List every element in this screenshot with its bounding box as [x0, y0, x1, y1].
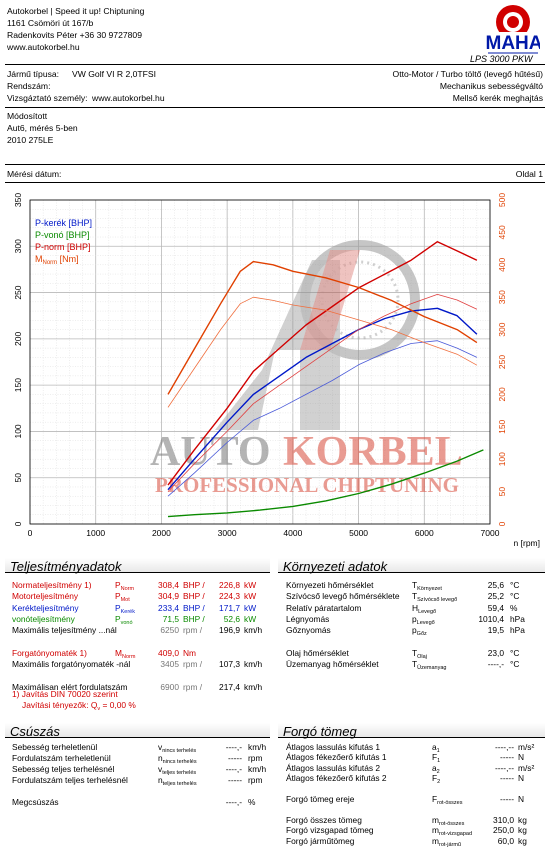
perf-label: Maximális forgatónyomaték -nál	[12, 659, 131, 670]
slip-row	[12, 775, 272, 786]
slip-value: ----,-	[225, 742, 242, 752]
inertia-row	[286, 804, 544, 815]
inertia-label: Átlagos lassulás kifutás 1	[286, 742, 381, 752]
slip-row	[12, 753, 272, 764]
env-value: 59,4	[487, 602, 504, 613]
slip-label: Sebesség terheletlenül	[12, 742, 98, 752]
inertia-value: 310,0	[493, 814, 514, 825]
y-right-tick-label: 0	[497, 521, 507, 527]
symbol: $p_{Levegő}$	[412, 613, 435, 626]
page-label: Oldal 1	[515, 169, 543, 179]
symbol: $T_{Olaj}$	[412, 647, 427, 660]
inertia-value: ----,--	[494, 742, 514, 752]
perf-value-2: 171,7	[219, 602, 240, 613]
symbol: $m_{rot-vizsgapad}$	[432, 825, 473, 838]
perf-value-2: 217,4	[219, 681, 240, 692]
slip-unit: km/h	[248, 764, 267, 774]
perf-row	[12, 637, 272, 648]
symbol: $F_1$	[432, 752, 441, 765]
note-line-1: Módosított	[7, 111, 48, 121]
perf-unit-1: BHP /	[183, 602, 205, 613]
y-left-tick-label: 100	[13, 424, 23, 439]
perf-row	[12, 614, 272, 625]
company-line-1: Autokorbel | Speed it up! Chiptuning	[7, 6, 145, 16]
env-value: 19,5	[487, 625, 504, 636]
perf-value-1: 233,4	[158, 602, 179, 613]
inertia-label: Átlagos fékezőerő kifutás 2	[286, 773, 387, 784]
perf-value-2: 52,6	[223, 613, 240, 624]
vehicle-type-value: VW Golf VI R 2,0TFSI	[72, 69, 157, 79]
symbol: $T_{Üzemanyag}$	[412, 659, 447, 672]
env-unit: °C	[510, 580, 520, 590]
perf-unit-2: kW	[244, 591, 257, 602]
perf-unit-1: BHP /	[183, 580, 205, 590]
slip-row	[12, 797, 272, 808]
legend-entry: P-norm [BHP]	[35, 242, 91, 252]
symbol: $T_{Szívócső levegő}$	[412, 591, 458, 604]
inertia-value: -----	[500, 794, 514, 804]
symbol: $P_{vonó}$	[115, 613, 133, 626]
inertia-row	[286, 794, 544, 805]
symbol: $P_{Kerék}$	[115, 602, 135, 615]
perf-label: Kerékteljesítmény	[12, 602, 79, 613]
x-tick-label: 3000	[217, 528, 237, 538]
perf-value-1: 6900	[160, 681, 179, 692]
symbol: $m_{rot-jármű}$	[432, 835, 461, 848]
y-right-tick-label: 500	[497, 192, 507, 208]
perf-label: Forgatónyomaték 1)	[12, 647, 87, 658]
perf-unit-2: kW	[244, 602, 257, 613]
env-unit: hPa	[510, 625, 525, 636]
env-label: Relatív páratartalom	[286, 602, 362, 613]
env-header: Környezeti adatok	[278, 558, 545, 573]
symbol: $a_2$	[432, 762, 440, 775]
x-tick-label: 7000	[480, 528, 500, 538]
perf-value-1: 3405	[160, 659, 179, 670]
env-row	[286, 637, 544, 648]
slip-unit: rpm	[248, 775, 263, 785]
inertia-row	[286, 752, 544, 763]
env-row	[286, 591, 544, 602]
env-label: Üzemanyag hőmérséklet	[286, 659, 379, 670]
perf-unit-2: kW	[244, 613, 257, 624]
inertia-unit: kg	[518, 835, 527, 846]
symbol: $F_2$	[432, 773, 441, 786]
perf-unit-1: BHP /	[183, 613, 205, 624]
symbol: $v_{nincs terhelés}$	[158, 742, 197, 754]
symbol: $F_{rot-összes}$	[432, 794, 463, 806]
y-left-tick-label: 200	[13, 331, 23, 346]
inertia-unit: kg	[518, 814, 527, 825]
slip-unit: km/h	[248, 742, 267, 752]
perf-value-1: 308,4	[158, 580, 179, 590]
gearbox-type: Mechanikus sebességváltó	[439, 81, 543, 91]
x-tick-label: 4000	[283, 528, 303, 538]
slip-value: ----,-	[225, 764, 242, 774]
watermark-line-1b: KORBEL	[283, 429, 463, 475]
perf-unit-1: Nm	[183, 647, 197, 658]
plate-label: Rendszám:	[7, 81, 51, 91]
perf-row	[12, 625, 272, 636]
y-right-tick-label: 450	[497, 225, 507, 240]
inertia-label: Forgó összes tömeg	[286, 814, 362, 825]
inertia-value: 250,0	[493, 825, 514, 836]
inertia-value: 60,0	[497, 835, 514, 846]
tester-label: Vizsgáztató személy:	[7, 93, 88, 103]
company-line-4: www.autokorbel.hu	[7, 42, 80, 52]
env-label: Gőznyomás	[286, 625, 331, 636]
maha-logo	[480, 2, 540, 62]
y-left-tick-label: 300	[13, 239, 23, 254]
model-name: LPS 3000 PKW	[470, 54, 533, 64]
x-tick-label: 0	[27, 528, 33, 538]
symbol: $M_{Norm}$	[115, 647, 136, 660]
note-line-3: 2010 275LE	[7, 135, 54, 145]
inertia-row	[286, 784, 544, 795]
env-value: 1010,4	[478, 613, 504, 624]
watermark-line-1a: AUTO	[150, 429, 271, 475]
inertia-row	[286, 742, 544, 753]
env-row	[286, 659, 544, 670]
symbol: $T_{Környezet}$	[412, 580, 442, 592]
symbol: $H_{Levegő}$	[412, 602, 437, 615]
drive-type: Mellső kerék meghajtás	[452, 93, 543, 103]
env-value: 25,6	[487, 580, 504, 590]
dyno-chart	[0, 190, 550, 555]
company-line-2: 1161 Csömöri út 167/b	[7, 18, 94, 28]
env-label: Olaj hőmérséklet	[286, 647, 349, 658]
env-unit: °C	[510, 591, 520, 602]
y-left-tick-label: 250	[13, 285, 23, 300]
slip-label: Megcsúszás	[12, 797, 59, 807]
env-value: 23,0	[487, 647, 504, 658]
inertia-unit: N	[518, 752, 525, 763]
y-right-tick-label: 200	[497, 387, 507, 402]
inertia-label: Átlagos lassulás kifutás 2	[286, 762, 381, 773]
perf-unit-2: km/h	[244, 625, 263, 636]
legend-entry: $M_{Norm}$ [Nm]	[35, 254, 79, 266]
env-row	[286, 614, 544, 625]
symbol: $P_{Mot}$	[115, 591, 130, 604]
slip-value: -----	[228, 775, 242, 785]
y-right-tick-label: 300	[497, 322, 507, 337]
inertia-label: Forgó járműtömeg	[286, 835, 355, 846]
inertia-label: Forgó vizsgapad tömeg	[286, 825, 374, 836]
inertia-unit: N	[518, 794, 525, 804]
perf-value-1: 6250	[160, 625, 179, 636]
symbol: $n_{nincs terhelés}$	[158, 753, 197, 765]
vehicle-type-label: Jármű típusa:	[7, 69, 60, 79]
legend-entry: P-vonó [BHP]	[35, 230, 90, 240]
perf-value-1: 409,0	[158, 647, 179, 658]
perf-value-1: 304,9	[158, 591, 179, 602]
slip-label: Fordulatszám teljes terhelésnél	[12, 775, 128, 785]
perf-unit-2: kW	[244, 580, 257, 590]
y-right-tick-label: 400	[497, 257, 507, 272]
inertia-header: Forgó tömeg	[278, 723, 545, 738]
perf-header: Teljesítményadatok	[5, 558, 270, 573]
y-left-tick-label: 350	[13, 192, 23, 208]
perf-value-2: 196,9	[219, 625, 240, 636]
y-right-tick-label: 100	[497, 452, 507, 467]
perf-value-2: 224,3	[219, 591, 240, 602]
inertia-row	[286, 773, 544, 784]
y-right-tick-label: 350	[497, 290, 507, 305]
slip-header: Csúszás	[5, 723, 270, 738]
x-tick-label: 1000	[86, 528, 106, 538]
slip-label: Fordulatszám terheletlenül	[12, 753, 111, 763]
perf-unit-1: rpm /	[183, 681, 203, 692]
env-unit: %	[510, 602, 518, 613]
inertia-label: Átlagos fékezőerő kifutás 1	[286, 752, 387, 763]
y-left-tick-label: 150	[13, 378, 23, 393]
y-left-tick-label: 0	[13, 521, 23, 527]
slip-value: -----	[228, 753, 242, 763]
inertia-unit: m/s²	[518, 762, 535, 773]
slip-row	[12, 764, 272, 775]
inertia-row	[286, 836, 544, 847]
perf-value-1: 71,5	[162, 613, 179, 624]
correction-factor: Javítási tényezők: $Q_v = 0,00$ %	[22, 700, 136, 712]
symbol: $P_{Norm}$	[115, 580, 135, 592]
inertia-unit: m/s²	[518, 742, 535, 752]
watermark	[150, 245, 463, 497]
inertia-row	[286, 825, 544, 836]
env-value: 25,2	[487, 591, 504, 602]
y-right-tick-label: 250	[497, 354, 507, 370]
watermark-line-2: PROFESSIONAL CHIPTUNING	[155, 473, 459, 497]
perf-unit-1: rpm /	[183, 659, 203, 670]
slip-label: Sebesség teljes terhelésnél	[12, 764, 115, 774]
perf-label: Maximális teljesítmény ...nál	[12, 625, 117, 636]
x-tick-label: 6000	[414, 528, 434, 538]
slip-row	[12, 786, 272, 797]
inertia-row	[286, 815, 544, 826]
correction-note: 1) Javítás DIN 70020 szerint	[12, 689, 118, 699]
perf-row	[12, 670, 272, 681]
perf-label: Motorteljesítmény	[12, 591, 79, 602]
y-left-tick-label: 50	[13, 472, 23, 483]
perf-value-2: 107,3	[219, 659, 240, 670]
slip-row	[12, 742, 272, 753]
env-row	[286, 580, 544, 591]
y-right-tick-label: 150	[497, 419, 507, 434]
logo-text: MAHA	[485, 33, 540, 54]
inertia-row	[286, 763, 544, 774]
y-right-tick-label: 50	[497, 486, 507, 497]
perf-unit-1: rpm /	[183, 625, 203, 636]
inertia-value: -----	[500, 752, 514, 763]
company-line-3: Radenkovits Péter +36 30 9727809	[7, 30, 142, 40]
inertia-value: ----,--	[494, 762, 514, 773]
inertia-unit: N	[518, 773, 525, 784]
symbol: $n_{teljes terhelés}$	[158, 775, 197, 787]
env-unit: °C	[510, 647, 520, 658]
perf-unit-2: km/h	[244, 681, 263, 692]
inertia-label: Forgó tömeg ereje	[286, 794, 355, 804]
perf-label: Maximálisan elért fordulatszám	[12, 681, 128, 692]
perf-row	[12, 591, 272, 602]
engine-type: Otto-Motor / Turbo töltő (levegő hűtésű)	[392, 69, 543, 79]
symbol: $p_{Gőz}$	[412, 625, 427, 638]
perf-row	[12, 648, 272, 659]
perf-unit-1: BHP /	[183, 591, 205, 602]
env-unit: hPa	[510, 613, 525, 624]
perf-row	[12, 603, 272, 614]
inertia-unit: kg	[518, 825, 527, 836]
env-label: Szívócső levegő hőmérséklete	[286, 591, 400, 602]
env-label: Környezeti hőmérséklet	[286, 580, 374, 590]
perf-label: vonóteljesítmény	[12, 613, 75, 624]
legend-entry: P-kerék [BHP]	[35, 218, 93, 228]
perf-row	[12, 659, 272, 670]
date-label: Mérési dátum:	[7, 169, 62, 179]
perf-row	[12, 580, 272, 591]
tester-value: www.autokorbel.hu	[92, 93, 165, 103]
env-unit: °C	[510, 659, 520, 670]
slip-unit: rpm	[248, 753, 263, 763]
symbol: $v_{teljes terhelés}$	[158, 764, 197, 776]
env-label: Légnyomás	[286, 613, 330, 624]
x-tick-label: 5000	[349, 528, 369, 538]
perf-value-2: 226,8	[219, 580, 240, 590]
env-row	[286, 625, 544, 636]
symbol: $a_1$	[432, 742, 440, 754]
perf-unit-2: km/h	[244, 659, 263, 670]
env-row	[286, 603, 544, 614]
env-row	[286, 648, 544, 659]
env-value: ----,-	[487, 659, 504, 670]
x-tick-label: 2000	[151, 528, 171, 538]
slip-unit: %	[248, 797, 256, 807]
slip-value: ----,-	[225, 797, 242, 807]
perf-label: Normateljesítmény 1)	[12, 580, 92, 590]
x-axis-label: n [rpm]	[513, 538, 540, 548]
symbol: $m_{rot-összes}$	[432, 814, 465, 827]
inertia-value: -----	[500, 773, 514, 784]
note-line-2: Aut6, mérés 5-ben	[7, 123, 78, 133]
